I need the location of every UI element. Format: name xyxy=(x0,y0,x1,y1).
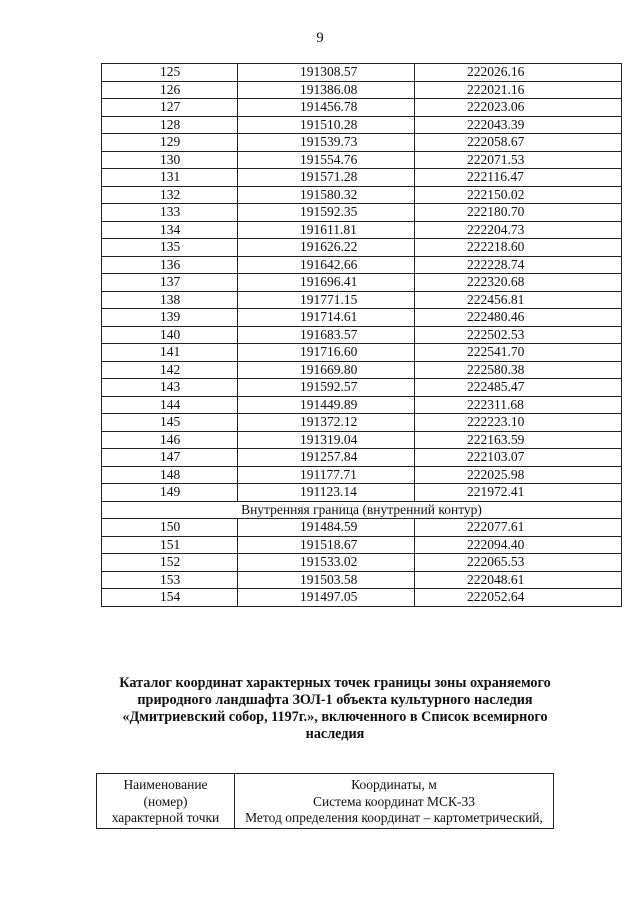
y-coordinate-cell: 222023.06 xyxy=(415,99,622,117)
table-row xyxy=(102,536,622,554)
point-number-cell: 154 xyxy=(102,589,238,607)
point-number-cell: 134 xyxy=(102,221,238,239)
x-coordinate-cell: 191554.76 xyxy=(238,151,415,169)
point-number-cell: 153 xyxy=(102,571,238,589)
x-coordinate-cell: 191319.04 xyxy=(238,431,415,449)
y-coordinate-cell: 222480.46 xyxy=(415,309,622,327)
point-name-header xyxy=(97,774,235,829)
x-coordinate-cell: 191510.28 xyxy=(238,116,415,134)
x-coordinate-cell: 191497.05 xyxy=(238,589,415,607)
table-row xyxy=(102,344,622,362)
point-number-cell: 149 xyxy=(102,484,238,502)
header-line: Координаты, м xyxy=(351,777,437,792)
point-number-cell: 131 xyxy=(102,169,238,187)
x-coordinate-cell: 191611.81 xyxy=(238,221,415,239)
point-number-cell: 132 xyxy=(102,186,238,204)
y-coordinate-cell: 222052.64 xyxy=(415,589,622,607)
table-row xyxy=(102,64,622,82)
y-coordinate-cell: 222021.16 xyxy=(415,81,622,99)
x-coordinate-cell: 191771.15 xyxy=(238,291,415,309)
point-number-cell: 146 xyxy=(102,431,238,449)
point-number-cell: 141 xyxy=(102,344,238,362)
catalog-title xyxy=(100,675,570,743)
x-coordinate-cell: 191580.32 xyxy=(238,186,415,204)
y-coordinate-cell: 222223.10 xyxy=(415,414,622,432)
x-coordinate-cell: 191484.59 xyxy=(238,519,415,537)
table-row xyxy=(102,186,622,204)
table-row xyxy=(102,239,622,257)
coordinates-header xyxy=(235,774,554,829)
y-coordinate-cell: 222048.61 xyxy=(415,571,622,589)
table-row xyxy=(102,379,622,397)
x-coordinate-cell: 191592.35 xyxy=(238,204,415,222)
section-row xyxy=(102,501,622,519)
x-coordinate-cell: 191539.73 xyxy=(238,134,415,152)
x-coordinate-cell: 191372.12 xyxy=(238,414,415,432)
point-number-cell: 137 xyxy=(102,274,238,292)
point-number-cell: 143 xyxy=(102,379,238,397)
point-number-cell: 142 xyxy=(102,361,238,379)
table-row xyxy=(102,169,622,187)
point-number-cell: 145 xyxy=(102,414,238,432)
point-number-cell: 140 xyxy=(102,326,238,344)
x-coordinate-cell: 191503.58 xyxy=(238,571,415,589)
y-coordinate-cell: 222541.70 xyxy=(415,344,622,362)
table-row xyxy=(102,554,622,572)
point-number-cell: 129 xyxy=(102,134,238,152)
table-row xyxy=(102,134,622,152)
y-coordinate-cell: 222116.47 xyxy=(415,169,622,187)
point-number-cell: 151 xyxy=(102,536,238,554)
x-coordinate-cell: 191386.08 xyxy=(238,81,415,99)
catalog-title-line: природного ландшафта ЗОЛ-1 объекта культурного наследия xyxy=(137,692,533,708)
x-coordinate-cell: 191177.71 xyxy=(238,466,415,484)
table-row xyxy=(102,151,622,169)
point-number-cell: 130 xyxy=(102,151,238,169)
y-coordinate-cell: 222077.61 xyxy=(415,519,622,537)
header-line: Система координат МСК-33 xyxy=(312,793,476,809)
table-row xyxy=(102,221,622,239)
point-number-cell: 139 xyxy=(102,309,238,327)
table-row xyxy=(102,519,622,537)
y-coordinate-cell: 222025.98 xyxy=(415,466,622,484)
x-coordinate-cell: 191696.41 xyxy=(238,274,415,292)
y-coordinate-cell: 222071.53 xyxy=(415,151,622,169)
x-coordinate-cell: 191308.57 xyxy=(238,64,415,82)
point-number-cell: 135 xyxy=(102,239,238,257)
x-coordinate-cell: 191518.67 xyxy=(238,536,415,554)
x-coordinate-cell: 191626.22 xyxy=(238,239,415,257)
table-row xyxy=(102,571,622,589)
table-row xyxy=(102,414,622,432)
table-row xyxy=(102,589,622,607)
y-coordinate-cell: 222103.07 xyxy=(415,449,622,467)
point-number-cell: 133 xyxy=(102,204,238,222)
table-row xyxy=(102,204,622,222)
y-coordinate-cell: 222580.38 xyxy=(415,361,622,379)
table-row xyxy=(102,256,622,274)
y-coordinate-cell: 222043.39 xyxy=(415,116,622,134)
header-line: характерной точки xyxy=(111,810,220,825)
table-row xyxy=(102,396,622,414)
table-row xyxy=(102,326,622,344)
x-coordinate-cell: 191669.80 xyxy=(238,361,415,379)
x-coordinate-cell: 191456.78 xyxy=(238,99,415,117)
point-number-cell: 126 xyxy=(102,81,238,99)
table-row xyxy=(102,466,622,484)
x-coordinate-cell: 191571.28 xyxy=(238,169,415,187)
table-row xyxy=(102,81,622,99)
y-coordinate-cell: 222485.47 xyxy=(415,379,622,397)
point-number-cell: 128 xyxy=(102,116,238,134)
point-number-cell: 147 xyxy=(102,449,238,467)
catalog-title-line: Каталог координат характерных точек границы зоны охраняемого xyxy=(119,675,551,691)
x-coordinate-cell: 191592.57 xyxy=(238,379,415,397)
x-coordinate-cell: 191533.02 xyxy=(238,554,415,572)
point-number-cell: 150 xyxy=(102,519,238,537)
point-number-cell: 144 xyxy=(102,396,238,414)
catalog-title-line: «Дмитриевский собор, 1197г.», включенного в Список всемирного xyxy=(122,709,548,725)
point-number-cell: 138 xyxy=(102,291,238,309)
table-row xyxy=(102,99,622,117)
x-coordinate-cell: 191716.60 xyxy=(238,344,415,362)
x-coordinate-cell: 191123.14 xyxy=(238,484,415,502)
catalog-title-line: наследия xyxy=(305,726,365,742)
x-coordinate-cell: 191257.84 xyxy=(238,449,415,467)
table-row xyxy=(102,116,622,134)
table-row xyxy=(102,361,622,379)
y-coordinate-cell: 222502.53 xyxy=(415,326,622,344)
y-coordinate-cell: 222204.73 xyxy=(415,221,622,239)
y-coordinate-cell: 222228.74 xyxy=(415,256,622,274)
y-coordinate-cell: 222456.81 xyxy=(415,291,622,309)
point-number-cell: 125 xyxy=(102,64,238,82)
y-coordinate-cell: 222320.68 xyxy=(415,274,622,292)
header-line: Наименование xyxy=(123,777,208,792)
coordinates-table xyxy=(101,63,622,607)
table-row xyxy=(102,274,622,292)
y-coordinate-cell: 222163.59 xyxy=(415,431,622,449)
point-number-cell: 127 xyxy=(102,99,238,117)
y-coordinate-cell: 222180.70 xyxy=(415,204,622,222)
y-coordinate-cell: 222150.02 xyxy=(415,186,622,204)
section-label: Внутренняя граница (внутренний контур) xyxy=(102,501,622,519)
y-coordinate-cell: 222311.68 xyxy=(415,396,622,414)
table-row xyxy=(102,291,622,309)
point-number-cell: 136 xyxy=(102,256,238,274)
table-row xyxy=(102,484,622,502)
y-coordinate-cell: 222065.53 xyxy=(415,554,622,572)
header-line: (номер) xyxy=(143,793,188,809)
header-line: Метод определения координат – картометрический, xyxy=(245,810,543,825)
y-coordinate-cell: 222094.40 xyxy=(415,536,622,554)
table-row xyxy=(102,431,622,449)
y-coordinate-cell: 221972.41 xyxy=(415,484,622,502)
y-coordinate-cell: 222026.16 xyxy=(415,64,622,82)
page-number: 9 xyxy=(316,30,324,46)
y-coordinate-cell: 222058.67 xyxy=(415,134,622,152)
x-coordinate-cell: 191683.57 xyxy=(238,326,415,344)
x-coordinate-cell: 191642.66 xyxy=(238,256,415,274)
point-number-cell: 148 xyxy=(102,466,238,484)
catalog-header-table xyxy=(96,773,554,829)
x-coordinate-cell: 191449.89 xyxy=(238,396,415,414)
table-row xyxy=(102,449,622,467)
table-row xyxy=(102,309,622,327)
point-number-cell: 152 xyxy=(102,554,238,572)
y-coordinate-cell: 222218.60 xyxy=(415,239,622,257)
x-coordinate-cell: 191714.61 xyxy=(238,309,415,327)
